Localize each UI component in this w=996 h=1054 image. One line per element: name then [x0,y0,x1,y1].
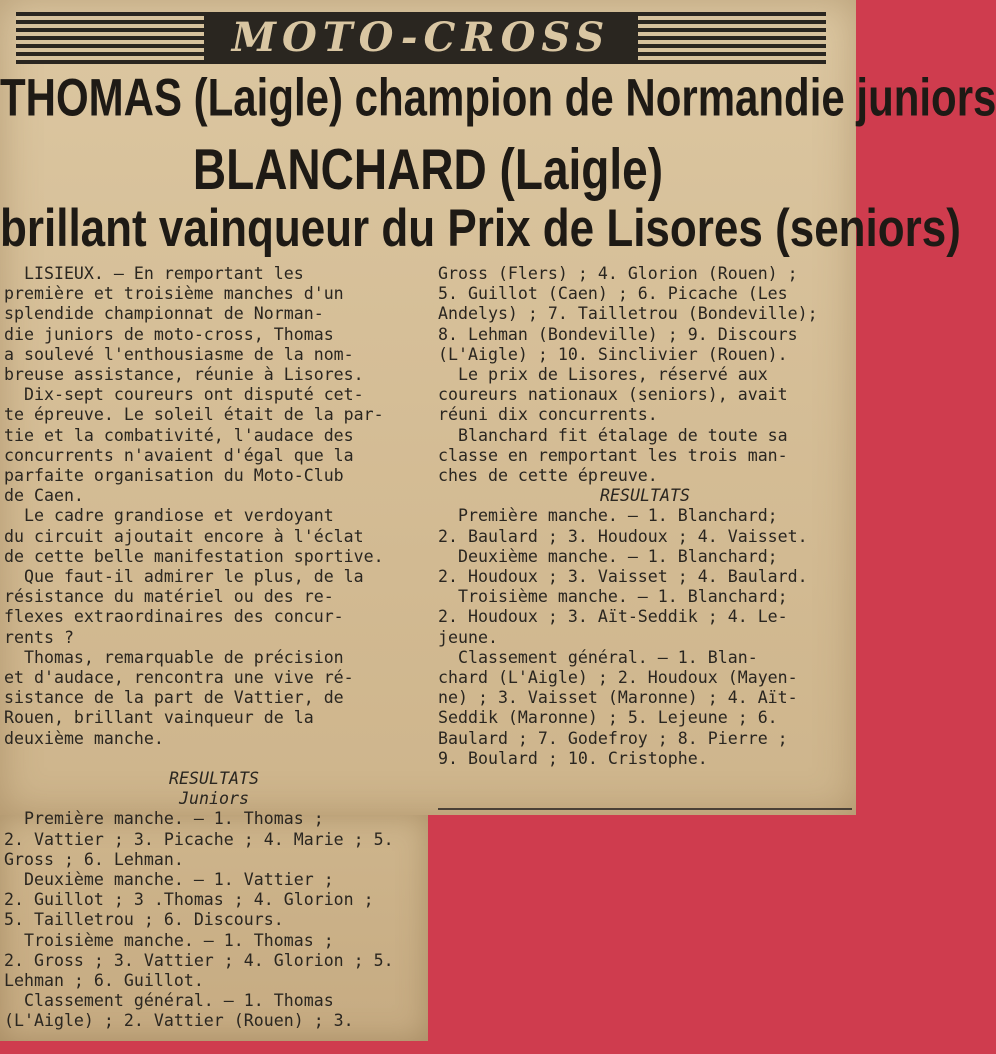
text-line: a soulevé l'enthousiasme de la nom- [4,344,354,364]
text-line: LISIEUX. — En remportant les [4,264,304,283]
result-line: 2. Houdoux ; 3. Aït-Seddik ; 4. Le- [438,607,788,627]
text-line: flexes extraordinaires des concur- [4,607,344,627]
text-line: Que faut-il admirer le plus, de la [4,567,364,587]
result-line: Seddik (Maronne) ; 5. Lejeune ; 6. [438,708,778,728]
text-line: Andelys) ; 7. Tailletrou (Bondeville); [438,304,818,324]
text-line: Gross (Flers) ; 4. Glorion (Rouen) ; [438,264,798,283]
result-line: Gross ; 6. Lehman. [4,849,184,869]
text-line: Blanchard fit étalage de toute sa [438,425,788,445]
result-line: Troisième manche. — 1. Blanchard; [438,587,788,607]
results-subheading: Juniors [179,789,249,809]
article-right-column [438,264,852,769]
text-line: résistance du matériel ou des re- [4,587,334,607]
result-line: Baulard ; 7. Godefroy ; 8. Pierre ; [438,728,788,748]
text-line: parfaite organisation du Moto-Club [4,466,344,486]
text-line: et d'audace, rencontra une vive ré- [4,668,354,688]
text-line: Le prix de Lisores, réservé aux [438,365,768,385]
result-line: (L'Aigle) ; 2. Vattier (Rouen) ; 3. [4,1011,354,1031]
text-line: du circuit ajoutait encore à l'éclat [4,526,364,546]
text-line: concurrents n'avaient d'égal que la [4,445,354,465]
result-line: Deuxième manche. — 1. Blanchard; [438,546,778,566]
result-line: Première manche. — 1. Thomas ; [4,809,324,829]
result-line: 5. Tailletrou ; 6. Discours. [4,910,284,930]
result-line: 2. Guillot ; 3 .Thomas ; 4. Glorion ; [4,890,374,910]
result-line: Lehman ; 6. Guillot. [4,971,204,991]
text-line: tie et la combativité, l'audace des [4,425,354,445]
results-heading: RESULTATS [600,486,690,506]
text-line: 8. Lehman (Bondeville) ; 9. Discours [438,324,798,344]
text-line: breuse assistance, réunie à Lisores. [4,365,364,385]
result-line: 2. Baulard ; 3. Houdoux ; 4. Vaisset. [438,526,808,546]
result-line: ne) ; 3. Vaisset (Maronne) ; 4. Aït- [438,688,798,708]
result-line: chard (L'Aigle) ; 2. Houdoux (Mayen- [438,668,798,688]
text-line: deuxième manche. [4,728,164,748]
text-line: (L'Aigle) ; 10. Sinclivier (Rouen). [438,344,788,364]
result-line: Classement général. — 1. Blan- [438,647,758,667]
result-line: Deuxième manche. — 1. Vattier ; [4,870,334,890]
text-line: Thomas, remarquable de précision [4,647,344,667]
text-line: Dix-sept coureurs ont disputé cet- [4,385,364,405]
text-line: de Caen. [4,486,84,506]
junior-results [4,769,424,1032]
result-line: 2. Vattier ; 3. Picache ; 4. Marie ; 5. [4,829,394,849]
banner-title: MOTO-CROSS [204,12,639,64]
article-left-column [4,264,424,749]
text-line: sistance de la part de Vattier, de [4,688,344,708]
result-line: 2. Houdoux ; 3. Vaisset ; 4. Baulard. [438,567,808,587]
text-line: de cette belle manifestation sportive. [4,546,384,566]
text-line: réuni dix concurrents. [438,405,658,425]
result-line: 2. Gross ; 3. Vattier ; 4. Glorion ; 5. [4,950,394,970]
column-end-rule [438,808,852,810]
text-line: te épreuve. Le soleil était de la par- [4,405,384,425]
text-line: Le cadre grandiose et verdoyant [4,506,334,526]
text-line: première et troisième manches d'un [4,284,344,304]
headline-line-3: brillant vainqueur du Prix de Lisores (seniors) [0,199,961,258]
text-line: Rouen, brillant vainqueur de la [4,708,314,728]
text-line: 5. Guillot (Caen) ; 6. Picache (Les [438,284,788,304]
text-line: splendide championnat de Norman- [4,304,324,324]
result-line: Classement général. — 1. Thomas [4,991,334,1011]
text-line: die juniors de moto-cross, Thomas [4,324,334,344]
headline-line-2: BLANCHARD (Laigle) [192,136,664,202]
result-line: 9. Boulard ; 10. Cristophe. [438,748,708,768]
results-heading: RESULTATS [169,769,259,788]
section-banner [16,12,826,64]
result-line: jeune. [438,627,498,647]
text-line: coureurs nationaux (seniors), avait [438,385,788,405]
text-line: classe en remportant les trois man- [438,445,788,465]
text-line: ches de cette épreuve. [438,466,658,486]
result-line: Troisième manche. — 1. Thomas ; [4,930,334,950]
text-line: rents ? [4,627,74,647]
result-line: Première manche. — 1. Blanchard; [438,506,778,526]
headline-line-1: THOMAS (Laigle) champion de Normandie juniors [0,68,996,127]
